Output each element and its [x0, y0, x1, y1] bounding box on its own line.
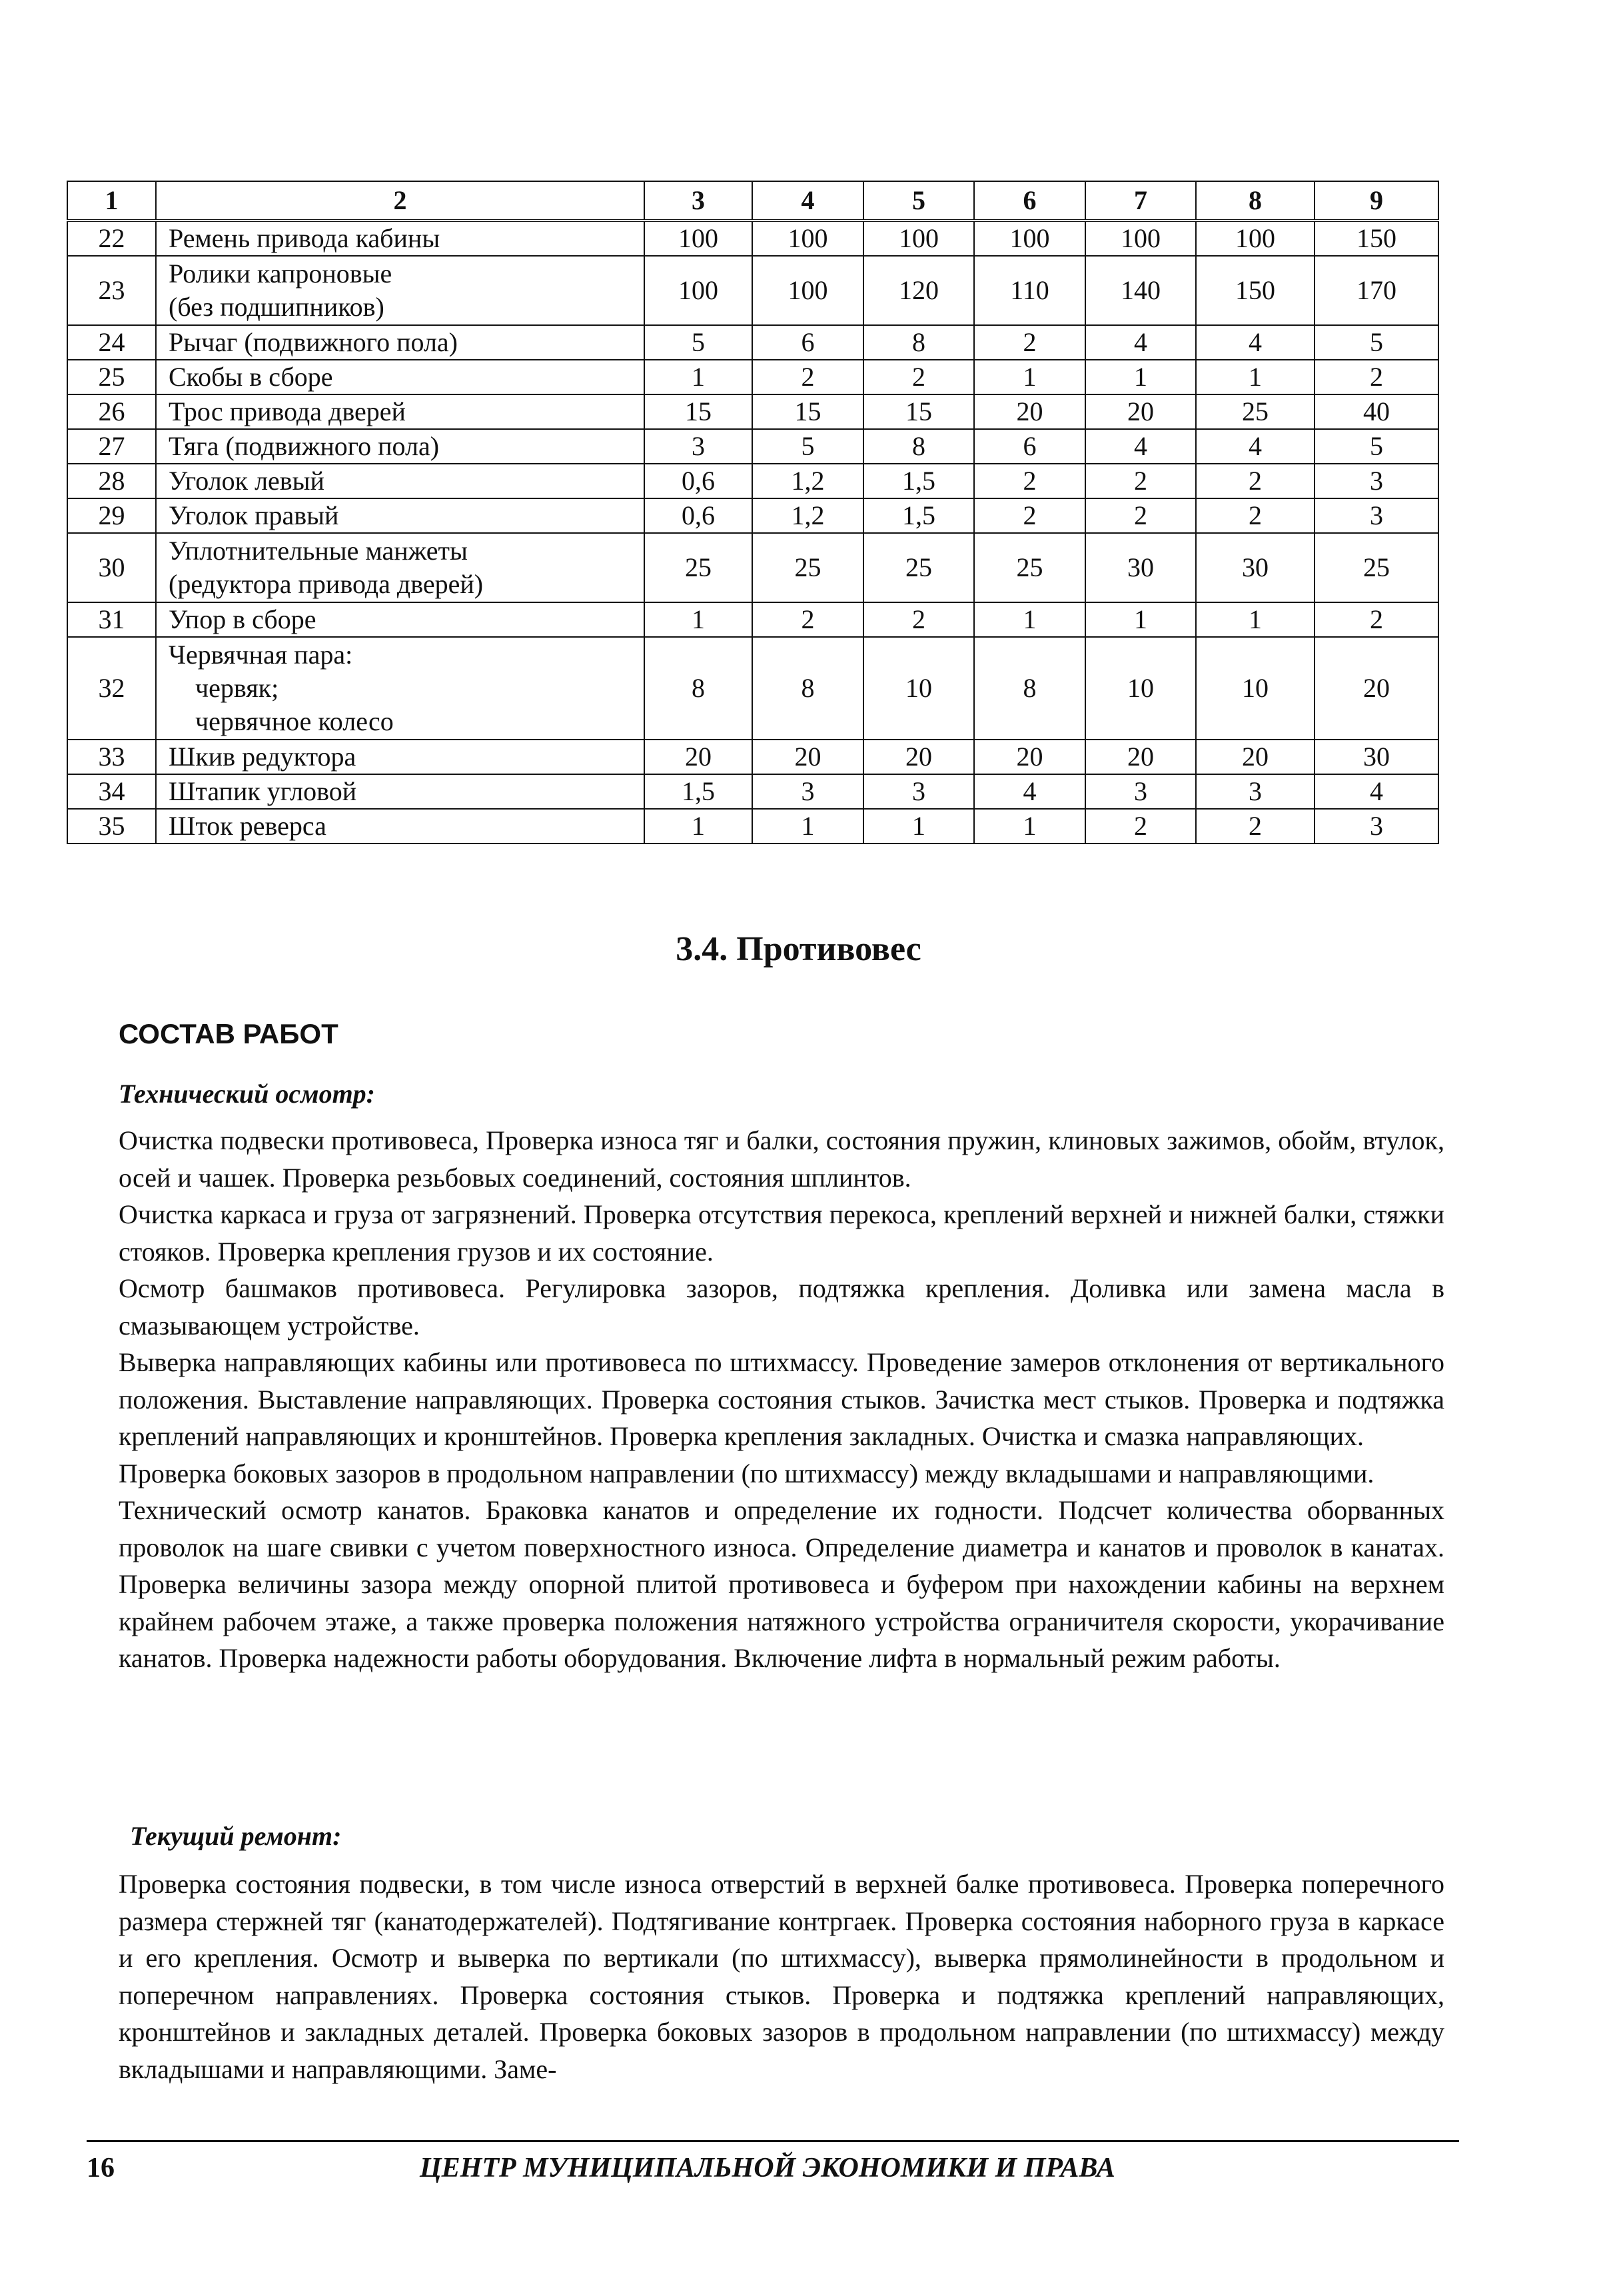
value-cell: 2 [974, 325, 1085, 360]
row-number: 30 [67, 533, 156, 602]
value-cell: 20 [1315, 637, 1438, 740]
value-cell: 140 [1085, 256, 1196, 325]
value-cell: 0,6 [644, 464, 752, 498]
item-name [156, 429, 644, 464]
item-name-line: Уголок левый [169, 466, 324, 496]
row-number: 22 [67, 221, 156, 256]
value-cell: 8 [863, 325, 974, 360]
value-cell: 20 [752, 740, 863, 774]
item-name-line: Червячная пара: [169, 640, 353, 670]
item-name-line: Шток реверса [169, 811, 326, 841]
paragraph: Проверка состояния подвески, в том числе износа отверстий в верхней балке противовеса. Проверка поперечного размера стержней тяг (канатодержателей). Подтягивание контргаек. Проверка состояния наборного груза в каркасе и его крепления. Осмотр и выверка по вертикали (по штихмассу), выверка прямолинейности в продольном и поперечном направлениях. Проверка состояния стыков. Проверка и подтяжка креплений направляющих, кронштейнов и закладных деталей. Проверка боковых зазоров в продольном направлении (по штихмассу) между вкладышами и направляющими. Заме- [119, 1869, 1444, 2084]
paragraph: Осмотр башмаков противовеса. Регулировка зазоров, подтяжка крепления. Доливка или замена масла в смазывающем устройстве. [119, 1273, 1444, 1341]
value-cell: 1 [974, 809, 1085, 844]
table-row [67, 325, 1438, 360]
table-row [67, 256, 1438, 325]
section-title: 3.4. Противовес [676, 930, 921, 968]
item-name-line: Скобы в сборе [169, 362, 333, 392]
value-cell: 2 [1196, 809, 1315, 844]
row-number: 26 [67, 394, 156, 429]
table-row [67, 602, 1438, 637]
value-cell: 3 [1315, 498, 1438, 533]
value-cell: 8 [974, 637, 1085, 740]
value-cell: 6 [974, 429, 1085, 464]
value-cell: 2 [1196, 464, 1315, 498]
table-row [67, 533, 1438, 602]
value-cell: 3 [1315, 809, 1438, 844]
item-name-line: Тяга (подвижного пола) [169, 431, 440, 461]
value-cell: 100 [752, 256, 863, 325]
value-cell: 15 [863, 394, 974, 429]
column-header: 4 [752, 181, 863, 221]
column-header: 1 [67, 181, 156, 221]
item-name [156, 740, 644, 774]
value-cell: 170 [1315, 256, 1438, 325]
value-cell: 2 [863, 360, 974, 394]
table-row [67, 464, 1438, 498]
value-cell: 40 [1315, 394, 1438, 429]
value-cell: 30 [1085, 533, 1196, 602]
value-cell: 30 [1315, 740, 1438, 774]
value-cell: 5 [644, 325, 752, 360]
value-cell: 100 [644, 221, 752, 256]
value-cell: 120 [863, 256, 974, 325]
row-number: 28 [67, 464, 156, 498]
row-number: 34 [67, 774, 156, 809]
value-cell: 100 [1085, 221, 1196, 256]
value-cell: 100 [863, 221, 974, 256]
page-number: 16 [87, 2153, 115, 2183]
inspection-text [119, 1122, 1444, 1677]
value-cell: 3 [752, 774, 863, 809]
item-name [156, 394, 644, 429]
value-cell: 100 [644, 256, 752, 325]
table-row [67, 429, 1438, 464]
column-header: 5 [863, 181, 974, 221]
table-row [67, 394, 1438, 429]
item-name-line: Трос привода дверей [169, 396, 406, 426]
column-header: 8 [1196, 181, 1315, 221]
value-cell: 1 [1085, 602, 1196, 637]
value-cell: 2 [1315, 602, 1438, 637]
paragraph: Выверка направляющих кабины или противовеса по штихмассу. Проведение замеров отклонения от вертикального положения. Выставление направляющих. Проверка состояния стыков. Зачистка мест стыков. Проверка и подтяжка креплений направляющих и кронштейнов. Проверка крепления закладных. Очистка и смазка направляющих. [119, 1347, 1444, 1451]
value-cell: 25 [644, 533, 752, 602]
value-cell: 3 [644, 429, 752, 464]
item-name [156, 464, 644, 498]
value-cell: 25 [863, 533, 974, 602]
row-number: 29 [67, 498, 156, 533]
value-cell: 2 [1085, 809, 1196, 844]
item-name [156, 637, 644, 740]
value-cell: 4 [974, 774, 1085, 809]
value-cell: 1 [1085, 360, 1196, 394]
table-row [67, 774, 1438, 809]
paragraph: Технический осмотр канатов. Браковка канатов и определение их годности. Подсчет количества оборванных проволок на шаге свивки с учетом поверхностного износа. Определение диаметра и канатов и проволок в канатах. Проверка величины зазора между опорной плитой противовеса и буфером при нахождении кабины на верхнем крайнем рабочем этаже, а также проверка положения натяжного устройства ограничителя скорости, укорачивание канатов. Проверка надежности работы оборудования. Включение лифта в нормальный режим работы. [119, 1495, 1444, 1673]
item-name-line: Упор в сборе [169, 604, 316, 634]
paragraph: Очистка каркаса и груза от загрязнений. Проверка отсутствия перекоса, креплений верхней и нижней балки, стяжки стояков. Проверка крепления грузов и их состояние. [119, 1199, 1444, 1267]
item-name [156, 256, 644, 325]
table-row [67, 221, 1438, 256]
value-cell: 6 [752, 325, 863, 360]
row-number: 32 [67, 637, 156, 740]
value-cell: 100 [974, 221, 1085, 256]
value-cell: 4 [1315, 774, 1438, 809]
value-cell: 1 [1196, 360, 1315, 394]
item-name-line: (редуктора привода дверей) [169, 569, 484, 599]
value-cell: 2 [752, 360, 863, 394]
column-header: 2 [156, 181, 644, 221]
value-cell: 4 [1196, 325, 1315, 360]
value-cell: 3 [1085, 774, 1196, 809]
value-cell: 2 [1085, 464, 1196, 498]
value-cell: 20 [1196, 740, 1315, 774]
item-name-line: Ролики капроновые [169, 259, 392, 288]
footer-organization: ЦЕНТР МУНИЦИПАЛЬНОЙ ЭКОНОМИКИ И ПРАВА [420, 2153, 1115, 2183]
item-name-line: Рычаг (подвижного пола) [169, 327, 458, 357]
value-cell: 5 [752, 429, 863, 464]
value-cell: 25 [1315, 533, 1438, 602]
value-cell: 1 [644, 809, 752, 844]
value-cell: 2 [1085, 498, 1196, 533]
value-cell: 1,5 [863, 498, 974, 533]
value-cell: 1,5 [863, 464, 974, 498]
value-cell: 30 [1196, 533, 1315, 602]
value-cell: 3 [1196, 774, 1315, 809]
value-cell: 2 [974, 464, 1085, 498]
value-cell: 2 [974, 498, 1085, 533]
paragraph: Очистка подвески противовеса, Проверка износа тяг и балки, состояния пружин, клиновых зажимов, обойм, втулок, осей и чашек. Проверка резьбовых соединений, состояния шплинтов. [119, 1125, 1444, 1193]
item-name-line: (без подшипников) [169, 292, 384, 322]
row-number: 33 [67, 740, 156, 774]
value-cell: 8 [752, 637, 863, 740]
row-number: 24 [67, 325, 156, 360]
value-cell: 8 [863, 429, 974, 464]
value-cell: 20 [1085, 394, 1196, 429]
column-header: 6 [974, 181, 1085, 221]
table-row [67, 360, 1438, 394]
value-cell: 3 [1315, 464, 1438, 498]
item-name [156, 809, 644, 844]
row-number: 25 [67, 360, 156, 394]
repair-text [119, 1866, 1444, 2087]
item-name-line: Ремень привода кабины [169, 223, 440, 253]
row-number: 23 [67, 256, 156, 325]
value-cell: 1 [863, 809, 974, 844]
footer-divider [87, 2140, 1459, 2142]
item-name [156, 533, 644, 602]
column-header: 3 [644, 181, 752, 221]
table-header-row [67, 181, 1438, 221]
table-row [67, 498, 1438, 533]
value-cell: 1 [644, 602, 752, 637]
item-name [156, 602, 644, 637]
value-cell: 150 [1196, 256, 1315, 325]
table-row [67, 809, 1438, 844]
value-cell: 1,5 [644, 774, 752, 809]
value-cell: 1,2 [752, 464, 863, 498]
value-cell: 2 [1196, 498, 1315, 533]
item-name-line: Уплотнительные манжеты [169, 536, 468, 566]
value-cell: 1 [1196, 602, 1315, 637]
value-cell: 8 [644, 637, 752, 740]
value-cell: 1 [974, 360, 1085, 394]
value-cell: 10 [863, 637, 974, 740]
inspection-heading: Технический осмотр: [119, 1079, 375, 1109]
value-cell: 2 [1315, 360, 1438, 394]
item-name-line: Штапик угловой [169, 776, 357, 806]
value-cell: 3 [863, 774, 974, 809]
item-name [156, 774, 644, 809]
value-cell: 4 [1085, 429, 1196, 464]
value-cell: 1 [752, 809, 863, 844]
table-row [67, 740, 1438, 774]
value-cell: 0,6 [644, 498, 752, 533]
value-cell: 20 [863, 740, 974, 774]
value-cell: 150 [1315, 221, 1438, 256]
value-cell: 100 [752, 221, 863, 256]
value-cell: 1 [644, 360, 752, 394]
row-number: 31 [67, 602, 156, 637]
value-cell: 4 [1196, 429, 1315, 464]
column-header: 9 [1315, 181, 1438, 221]
item-name [156, 325, 644, 360]
value-cell: 5 [1315, 325, 1438, 360]
item-name-line: червячное колесо [195, 706, 394, 736]
column-header: 7 [1085, 181, 1196, 221]
repair-heading: Текущий ремонт: [130, 1821, 342, 1851]
item-name-line: Шкив редуктора [169, 742, 356, 772]
value-cell: 20 [974, 394, 1085, 429]
paragraph: Проверка боковых зазоров в продольном направлении (по штихмассу) между вкладышами и направляющими. [119, 1458, 1374, 1488]
value-cell: 1,2 [752, 498, 863, 533]
value-cell: 4 [1085, 325, 1196, 360]
value-cell: 20 [1085, 740, 1196, 774]
value-cell: 25 [1196, 394, 1315, 429]
item-name-line: Уголок правый [169, 500, 339, 530]
row-number: 27 [67, 429, 156, 464]
item-name-line: червяк; [195, 673, 279, 703]
row-number: 35 [67, 809, 156, 844]
value-cell: 2 [863, 602, 974, 637]
value-cell: 5 [1315, 429, 1438, 464]
value-cell: 2 [752, 602, 863, 637]
value-cell: 100 [1196, 221, 1315, 256]
table-row [67, 637, 1438, 740]
value-cell: 110 [974, 256, 1085, 325]
value-cell: 10 [1196, 637, 1315, 740]
item-name [156, 221, 644, 256]
value-cell: 15 [644, 394, 752, 429]
works-heading: СОСТАВ РАБОТ [119, 1018, 338, 1049]
value-cell: 1 [974, 602, 1085, 637]
parts-table [67, 181, 1439, 844]
value-cell: 15 [752, 394, 863, 429]
item-name [156, 360, 644, 394]
value-cell: 10 [1085, 637, 1196, 740]
value-cell: 20 [644, 740, 752, 774]
value-cell: 25 [752, 533, 863, 602]
item-name [156, 498, 644, 533]
value-cell: 20 [974, 740, 1085, 774]
value-cell: 25 [974, 533, 1085, 602]
